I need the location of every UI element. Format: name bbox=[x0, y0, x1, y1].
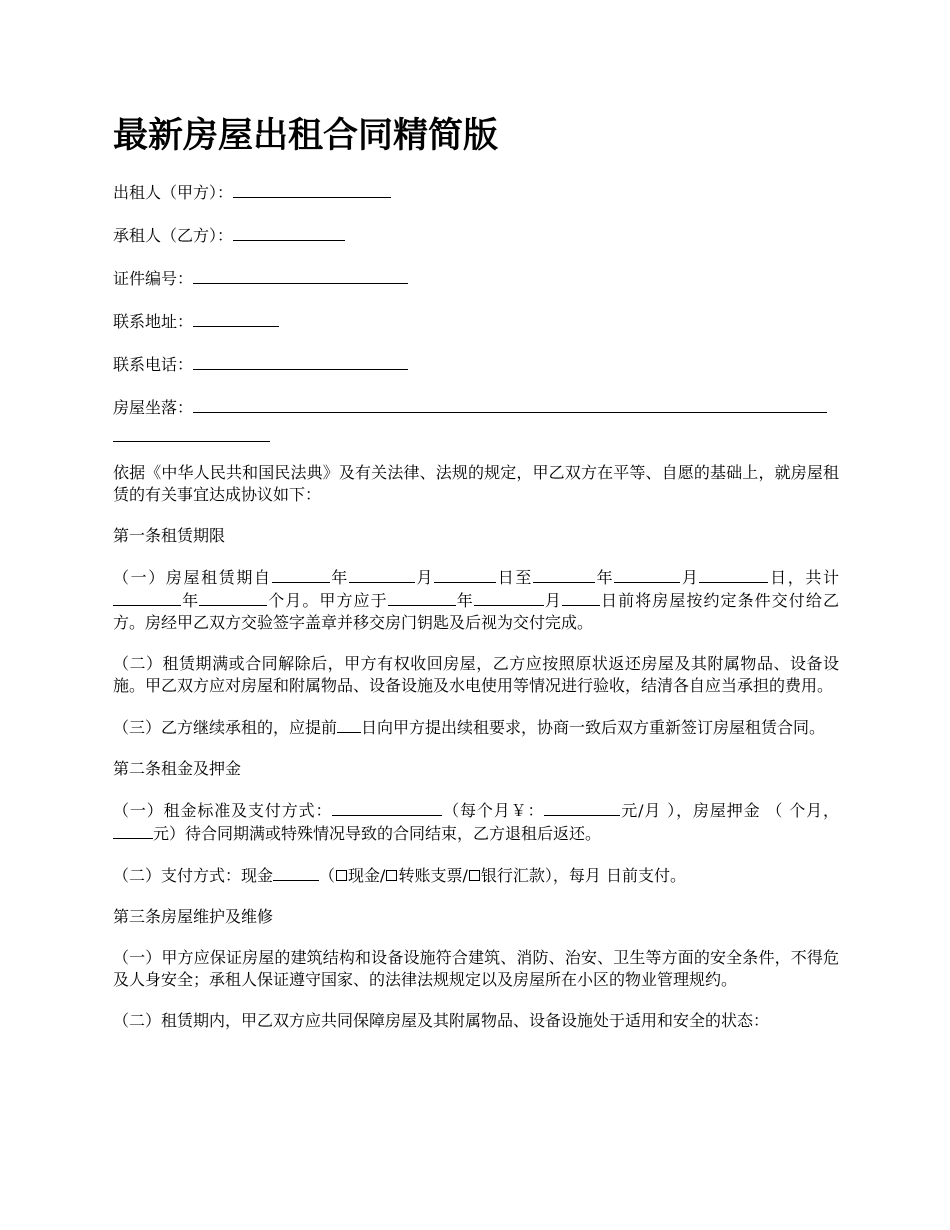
a2p1-d: 元）待合同期满或特殊情况导致的合同结束，乙方退租后返还。 bbox=[153, 824, 602, 843]
lessor-field bbox=[113, 180, 839, 204]
a1p1-tail: 日前将房屋按约定条件交付给乙方。房经甲乙双方交验签字盖章并移交房门钥匙及后视为交付完成。 bbox=[113, 591, 839, 632]
deposit-amount-blank bbox=[113, 822, 153, 839]
lessee-label: 承租人（乙方）： bbox=[113, 226, 234, 245]
location-blank-continued bbox=[113, 421, 270, 442]
rent-method-blank bbox=[332, 799, 442, 816]
a2p2-a: （二）支付方式：现金 bbox=[113, 866, 274, 885]
address-field bbox=[113, 309, 839, 333]
article2-p2 bbox=[113, 864, 839, 887]
transfer-checkbox bbox=[386, 870, 397, 881]
a1p1-year-4: 年 bbox=[455, 591, 474, 610]
phone-label: 联系电话： bbox=[113, 355, 194, 374]
address-blank bbox=[193, 309, 279, 327]
article1-p2: （二）租赁期满或合同解除后，甲方有权收回房屋，乙方应按照原状返还房屋及其附属物品、设备设施。甲乙双方应对房屋和附属物品、设备设施及水电使用等情况进行验收，结清各自应当承担的费用。 bbox=[113, 654, 839, 695]
lessor-blank bbox=[233, 180, 391, 198]
a1p1-month-2: 月 bbox=[680, 568, 700, 587]
document-title: 最新房屋出租合同精简版 bbox=[113, 116, 499, 156]
phone-field bbox=[113, 352, 839, 376]
a2p1-b: （每个月￥： bbox=[442, 801, 545, 820]
a1p1-year-3: 年 bbox=[181, 591, 200, 610]
renew-days-blank bbox=[337, 716, 361, 733]
end-year-blank bbox=[533, 566, 595, 583]
cash-checkbox bbox=[336, 870, 347, 881]
a1p1-months: 个月。甲方应于 bbox=[267, 591, 388, 610]
article2-heading: 第二条租金及押金 bbox=[113, 759, 242, 778]
a1p1-year-2: 年 bbox=[594, 568, 615, 587]
a1p1-month-1: 月 bbox=[414, 568, 435, 587]
article3-heading: 第三条房屋维护及维修 bbox=[113, 907, 274, 926]
end-day-blank-a bbox=[699, 566, 729, 583]
bank-checkbox bbox=[469, 870, 480, 881]
article1-heading: 第一条租赁期限 bbox=[113, 526, 226, 545]
a1p3-b: 日向甲方提出续租要求，协商一致后双方重新签订房屋租赁合同。 bbox=[361, 718, 826, 737]
lessor-label: 出租人（甲方）： bbox=[113, 183, 234, 202]
transfer-option: 转账支票/ bbox=[398, 866, 468, 885]
article1-p3 bbox=[113, 716, 839, 739]
start-day-blank bbox=[434, 566, 496, 583]
address-label: 联系地址： bbox=[113, 312, 194, 331]
a2p1-c: 元/月 ），房屋押金 （ 个月， bbox=[620, 801, 839, 820]
location-field bbox=[113, 395, 839, 419]
deliver-day-blank-a bbox=[562, 589, 592, 606]
a1p3-a: （三）乙方继续承租的，应提前 bbox=[113, 718, 338, 737]
start-year-blank bbox=[272, 566, 330, 583]
end-day-blank-b bbox=[729, 566, 768, 583]
article2-p1 bbox=[113, 799, 839, 845]
bank-option: 银行汇款 bbox=[480, 866, 545, 885]
a1p1-a: （一）房屋租赁期自 bbox=[113, 568, 272, 587]
phone-blank bbox=[193, 352, 408, 370]
location-blank-continued-row bbox=[113, 421, 839, 442]
a2p1-a: （一）租金标准及支付方式： bbox=[113, 801, 333, 820]
id-number-label: 证件编号： bbox=[113, 269, 194, 288]
cash-option: 现金/ bbox=[348, 866, 386, 885]
monthly-rent-blank bbox=[544, 799, 620, 816]
article1-p1 bbox=[113, 566, 839, 634]
a1p1-day-total: 日，共计 bbox=[768, 568, 839, 587]
lessee-field bbox=[113, 223, 839, 247]
article3-p1: （一）甲方应保证房屋的建筑结构和设备设施符合建筑、消防、治安、卫生等方面的安全条件，不得危及人身安全；承租人保证遵守国家、的法律法规规定以及房屋所在小区的物业管理规约。 bbox=[113, 948, 839, 989]
cash-blank bbox=[273, 864, 319, 881]
total-month-blank bbox=[199, 589, 267, 606]
a2p2-b: （ bbox=[319, 866, 336, 885]
lessee-blank bbox=[233, 223, 345, 241]
a1p1-year-1: 年 bbox=[329, 568, 349, 587]
deliver-year-blank bbox=[388, 589, 456, 606]
a2p2-c: ），每月 日前支付。 bbox=[544, 866, 686, 885]
intro-paragraph: 依据《中华人民共和国民法典》及有关法律、法规的规定，甲乙双方在平等、自愿的基础上，就房屋租赁的有关事宜达成协议如下： bbox=[113, 463, 839, 504]
location-blank bbox=[193, 395, 827, 413]
end-month-blank bbox=[614, 566, 680, 583]
deliver-day-blank-b bbox=[592, 589, 600, 606]
id-number-blank bbox=[193, 266, 408, 284]
location-label: 房屋坐落： bbox=[113, 398, 194, 417]
deliver-month-blank bbox=[474, 589, 544, 606]
a1p1-month-3: 月 bbox=[543, 591, 562, 610]
a1p1-day-to: 日至 bbox=[496, 568, 533, 587]
start-month-blank bbox=[349, 566, 415, 583]
article3-p2: （二）租赁期内，甲乙双方应共同保障房屋及其附属物品、设备设施处于适用和安全的状态： bbox=[113, 1011, 770, 1030]
contract-page bbox=[113, 112, 839, 1051]
id-number-field bbox=[113, 266, 839, 290]
total-year-blank bbox=[113, 589, 181, 606]
